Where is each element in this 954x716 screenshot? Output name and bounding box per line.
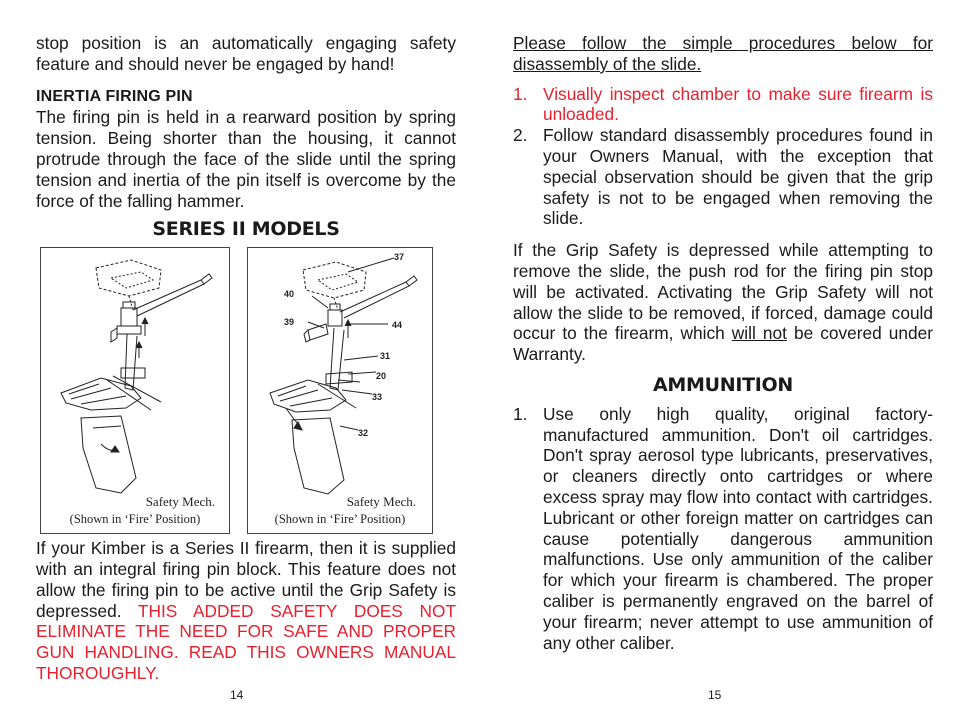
series-ii-title: SERIES II MODELS <box>152 218 340 241</box>
safety-mech-diagram-1 <box>41 248 229 533</box>
part-number-40: 40 <box>284 289 295 300</box>
series-ii-text: If your Kimber is a Series II firearm, then it is supplied with an integral firing pin block. This feature does not allow the firing pin to be active until the Grip Safety is depressed. <box>36 538 456 621</box>
step-1-text: Visually inspect chamber to make sure firearm is unloaded. <box>543 83 933 125</box>
ammo-item-1-text: Use only high quality, original factory-manufactured ammunition. Don't oil cartridges. Don't spray aerosol type lubricants, preservatives, or cleaners directly onto cartridges or where excess spray may flow into contact with cartridges. Lubricant or other foreign matter on cartridges can cause potentially dangerous ammunition malfunctions. Use only ammunition of the caliber for which your firearm is chambered. The proper caliber is permanently engraved on the barrel of your firearm; never attempt to use ammunition of any other caliber. <box>543 403 933 653</box>
inertia-heading: INERTIA FIRING PIN <box>36 87 193 105</box>
series-ii-warning: THIS ADDED SAFETY DOES NOT ELIMINATE THE NEED FOR SAFE AND PROPER GUN HANDLING. READ THIS OWNERS MANUAL THOROUGHLY. <box>36 600 456 683</box>
safety-mech-diagram-2 <box>248 248 432 533</box>
step-2-text: Follow standard disassembly procedures found in your Owners Manual, with the exception that special observation should be given that the grip safety is not to be engaged when removing the slide. <box>543 125 933 229</box>
part-number-20: 20 <box>376 371 387 382</box>
disassembly-steps <box>513 84 933 230</box>
ammunition-list <box>513 404 933 654</box>
figure-2-caption-note: (Shown in ‘Fire’ Position) <box>274 512 406 527</box>
right-page <box>513 33 933 653</box>
step-1 <box>513 84 933 126</box>
part-number-31: 31 <box>380 351 391 362</box>
page-number-right: 15 <box>708 688 722 702</box>
step-1-number: 1. <box>513 83 528 104</box>
inertia-paragraph: The firing pin is held in a rearward position by spring tension. Being shorter than the housing, it cannot protrude through the face of the slide until the spring tension and inertia of the pin itself is overcome by the force of the falling hammer. <box>36 107 456 211</box>
intro-paragraph: stop position is an automatically engaging safety feature and should never be engaged by hand! <box>36 33 456 74</box>
safety-mech-figure-1 <box>40 247 230 534</box>
grip-text-end: be covered under Warranty. <box>513 323 933 365</box>
part-number-44: 44 <box>392 320 403 331</box>
figures-row <box>36 247 456 539</box>
grip-text-start: If the Grip Safety is depressed while attempting to remove the slide, the push rod for the firing pin stop will be activated. Activating the Grip Safety will not allow the slide to be removed, if forced, damage could occur to the firearm, which <box>513 240 933 344</box>
part-number-37: 37 <box>394 252 405 263</box>
series-ii-paragraph <box>36 538 456 684</box>
safety-mech-figure-2 <box>247 247 433 534</box>
step-2 <box>513 125 933 229</box>
part-number-39: 39 <box>284 317 295 328</box>
figure-1-caption-note: (Shown in ‘Fire’ Position) <box>69 512 201 527</box>
ammo-item-1-number: 1. <box>513 403 528 424</box>
grip-safety-paragraph <box>513 240 933 365</box>
disassembly-intro: Please follow the simple procedures below for disassembly of the slide. <box>513 33 933 74</box>
ammunition-title: AMMUNITION <box>652 373 793 396</box>
part-number-33: 33 <box>372 392 383 403</box>
ammo-item-1 <box>513 404 933 654</box>
step-2-number: 2. <box>513 125 528 146</box>
page-number-left: 14 <box>230 688 244 702</box>
part-number-32: 32 <box>358 428 369 439</box>
left-page <box>36 33 456 684</box>
figure-2-caption-title: Safety Mech. <box>346 494 416 510</box>
grip-text-underlined: will not <box>731 323 787 344</box>
figure-1-caption-title: Safety Mech. <box>145 494 215 510</box>
